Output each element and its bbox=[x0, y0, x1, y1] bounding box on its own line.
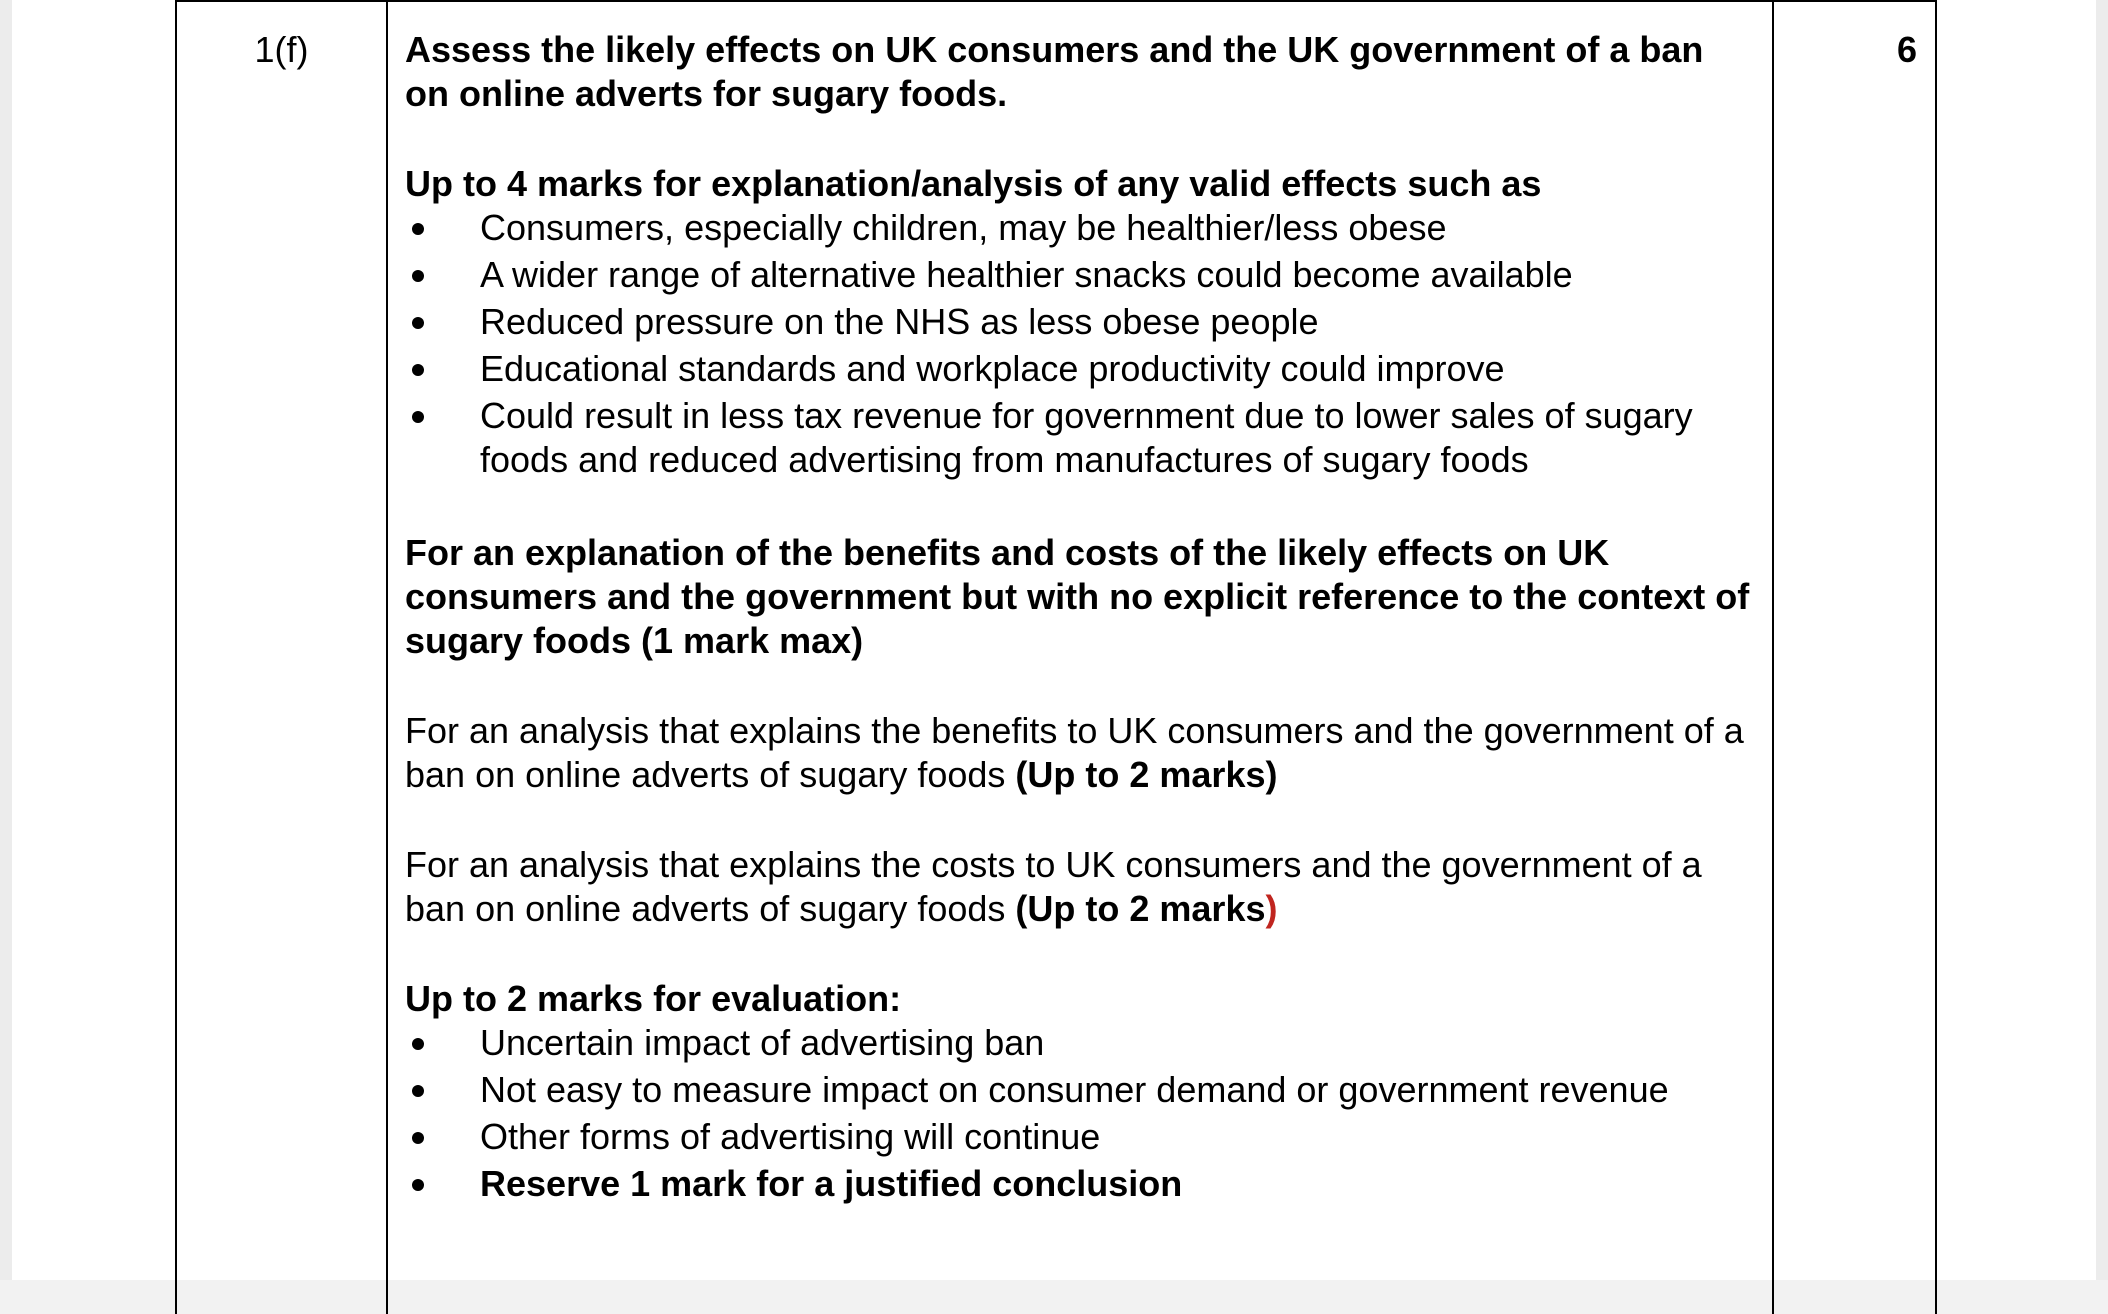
bullet-icon bbox=[412, 223, 424, 235]
reserve-mark-text: Reserve 1 mark for a justified conclusion bbox=[480, 1163, 1183, 1204]
bullet-icon bbox=[412, 1085, 424, 1097]
bullet-icon bbox=[412, 364, 424, 376]
effects-list bbox=[405, 206, 1756, 482]
evaluation-text: Not easy to measure impact on consumer demand or government revenue bbox=[480, 1069, 1669, 1110]
evaluation-list bbox=[405, 1021, 1756, 1206]
effects-heading: Up to 4 marks for explanation/analysis of any valid effects such as bbox=[405, 163, 1542, 204]
bullet-icon bbox=[412, 1179, 424, 1191]
benefits-marks: (Up to 2 marks) bbox=[1015, 754, 1278, 795]
effect-text: A wider range of alternative healthier snacks could become available bbox=[480, 254, 1573, 295]
effect-text: Could result in less tax revenue for government due to lower sales of sugary foods and reduced advertising from manufactures of sugary foods bbox=[480, 395, 1693, 480]
costs-text: For an analysis that explains the costs to UK consumers and the government of a ban on online adverts of sugary foods bbox=[405, 844, 1702, 929]
list-item bbox=[405, 394, 1756, 482]
bullet-icon bbox=[412, 317, 424, 329]
marks-value: 6 bbox=[1773, 1, 1936, 1314]
list-item bbox=[405, 1021, 1756, 1065]
bullet-icon bbox=[412, 411, 424, 423]
bullet-icon bbox=[412, 1132, 424, 1144]
list-item bbox=[405, 1115, 1756, 1159]
list-item bbox=[405, 347, 1756, 391]
effect-text: Consumers, especially children, may be healthier/less obese bbox=[480, 207, 1447, 248]
page-margin-left bbox=[0, 0, 12, 1280]
guidance-cell bbox=[387, 1, 1773, 1314]
mark-scheme-table bbox=[175, 0, 1937, 1314]
no-context-note: For an explanation of the benefits and costs of the likely effects on UK consumers and the government but with no explicit reference to the context of sugary foods (1 mark max) bbox=[405, 532, 1750, 661]
evaluation-heading: Up to 2 marks for evaluation: bbox=[405, 978, 902, 1019]
question-row bbox=[176, 1, 1936, 1314]
evaluation-text: Uncertain impact of advertising ban bbox=[480, 1022, 1045, 1063]
costs-marks-closing: ) bbox=[1265, 888, 1278, 929]
bullet-icon bbox=[412, 270, 424, 282]
question-prompt: Assess the likely effects on UK consumers and the UK government of a ban on online adverts for sugary foods. bbox=[405, 29, 1704, 114]
costs-paragraph bbox=[405, 843, 1756, 931]
list-item bbox=[405, 206, 1756, 250]
effect-text: Educational standards and workplace productivity could improve bbox=[480, 348, 1505, 389]
question-number: 1(f) bbox=[176, 1, 387, 1314]
bullet-icon bbox=[412, 1038, 424, 1050]
page-margin-right bbox=[2096, 0, 2108, 1280]
evaluation-text: Other forms of advertising will continue bbox=[480, 1116, 1101, 1157]
benefits-text: For an analysis that explains the benefits to UK consumers and the government of a ban on online adverts of sugary foods bbox=[405, 710, 1744, 795]
list-item bbox=[405, 1068, 1756, 1112]
benefits-paragraph bbox=[405, 709, 1756, 797]
effect-text: Reduced pressure on the NHS as less obese people bbox=[480, 301, 1319, 342]
costs-marks: (Up to 2 marks bbox=[1015, 888, 1266, 929]
list-item bbox=[405, 1162, 1756, 1206]
list-item bbox=[405, 300, 1756, 344]
list-item bbox=[405, 253, 1756, 297]
